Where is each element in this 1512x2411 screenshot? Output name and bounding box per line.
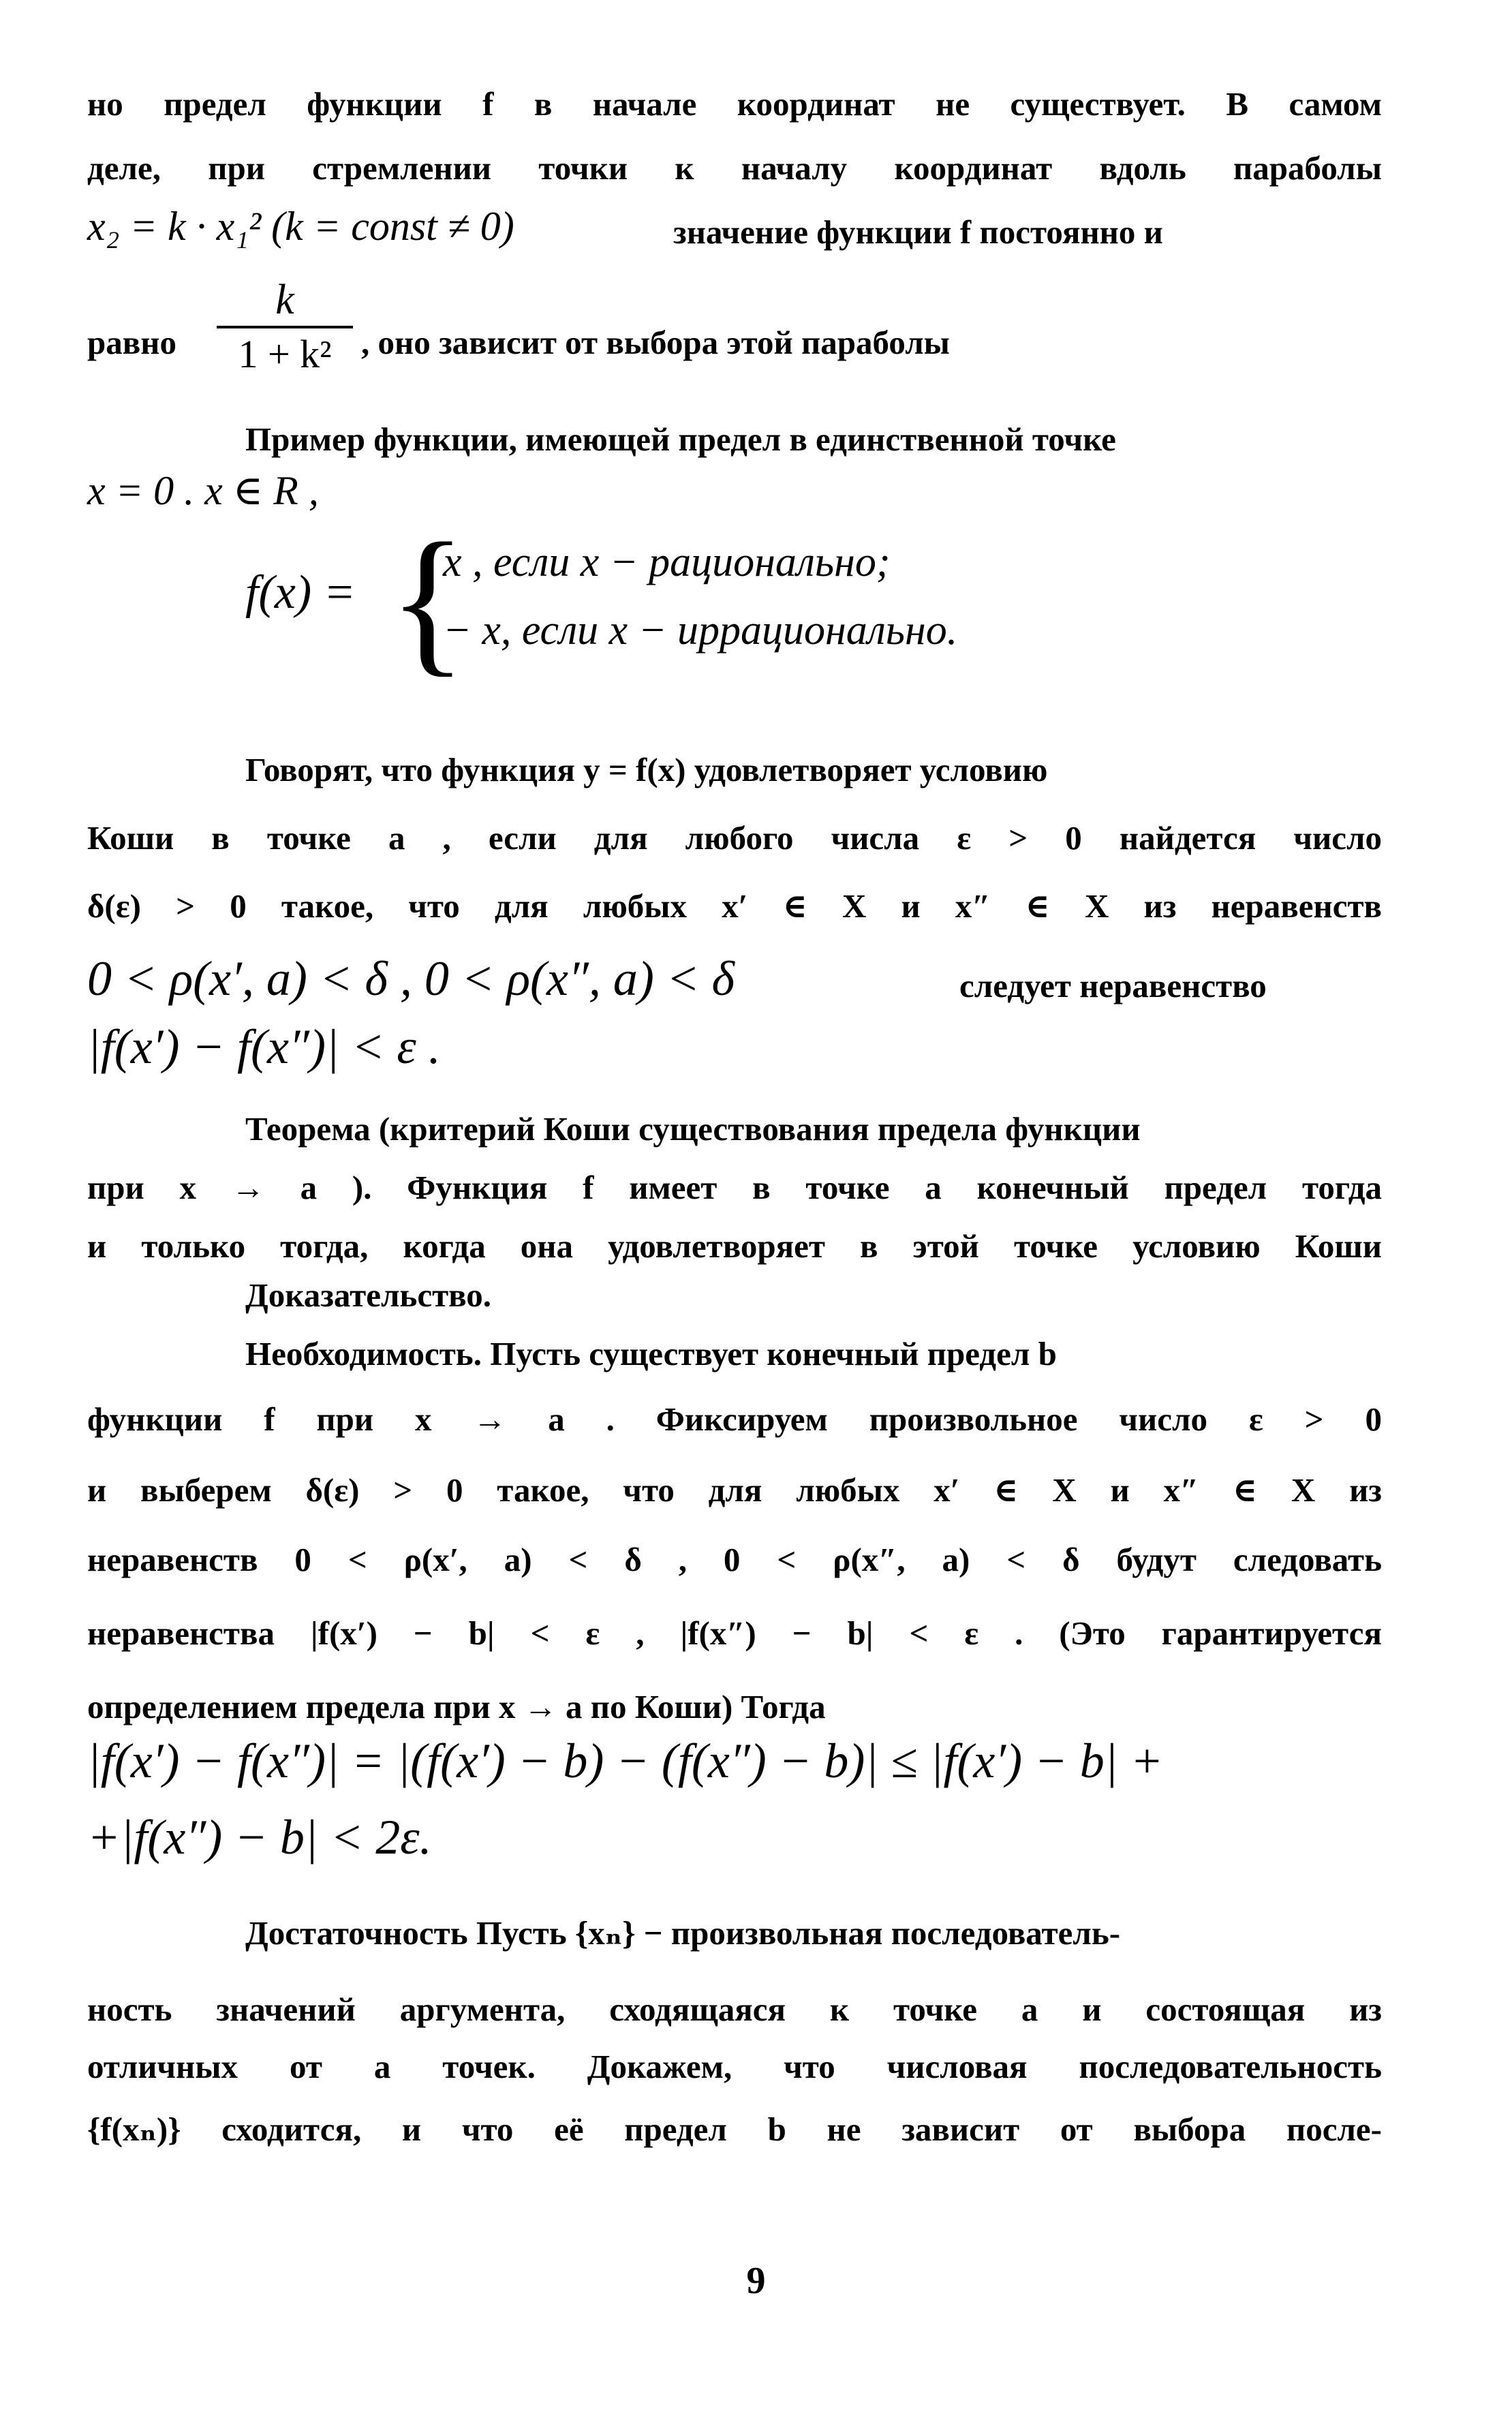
piecewise-case-rational: x , если x − рационально;: [443, 539, 891, 585]
text-line-5-tail: функции, имеющей предел в единственной точке: [373, 420, 1116, 458]
text-line-20: неравенств 0 < ρ(x′, a) < δ , 0 < ρ(x″, a) < δ будут следовать: [87, 1541, 1382, 1578]
text-line-15: и только тогда, когда она удовлетворяет в этой точке условию Коши: [87, 1227, 1382, 1265]
formula-triangle-inequality: |f(x′) − f(x″)| = |(f(x′) − b) − (f(x″) − b)| ≤ |f(x′) − b| +: [87, 1734, 1164, 1788]
text-line-11: [87, 951, 1382, 1006]
text-line-23: [87, 1734, 1382, 1788]
piecewise-brace: {: [388, 509, 467, 690]
text-line-25: Достаточность Пусть {xₙ} − произвольная последователь-: [245, 1914, 1121, 1952]
text-line-2: деле, при стремлении точки к началу координат вдоль параболы: [87, 149, 1382, 187]
piecewise-lhs: f(x) =: [245, 566, 356, 619]
text-line-4-prefix: равно: [87, 324, 176, 361]
formula-rho-inequalities: 0 < ρ(x′, a) < δ , 0 < ρ(x″, a) < δ: [87, 951, 735, 1006]
formula-cauchy-condition: |f(x′) − f(x″)| < ε .: [87, 1019, 441, 1074]
piecewise-definition: [245, 509, 1199, 690]
text-line-3-tail: значение функции f постоянно и: [673, 213, 1163, 251]
heading-proof: Доказательство.: [245, 1276, 492, 1314]
text-line-1: но предел функции f в начале координат не существует. В самом: [87, 85, 1382, 123]
text-line-21: неравенства |f(x′) − b| < ε , |f(x″) − b| < ε . (Это гарантируется: [87, 1614, 1382, 1652]
fraction-bar: [217, 326, 353, 328]
text-line-13-tail: (критерий Коши существования предела функции: [378, 1110, 1141, 1148]
term-example: Пример: [245, 420, 365, 458]
text-line-24: [87, 1810, 1382, 1864]
text-line-10: δ(ε) > 0 такое, что для любых x′ ∈ X и x″ ∈ X из неравенств: [87, 887, 1382, 925]
formula-parabola: x₂ = k · x₁² (k = const ≠ 0): [87, 204, 514, 249]
text-line-22: определением предела при x → a по Коши) Тогда: [87, 1688, 826, 1725]
text-line-5: [245, 420, 1382, 458]
term-theorem: Теорема: [245, 1110, 371, 1148]
text-line-11-tail: следует неравенство: [959, 967, 1267, 1004]
text-line-27: отличных от a точек. Докажем, что числовая последовательность: [87, 2048, 1382, 2085]
text-line-17: Необходимость. Пусть существует конечный предел b: [245, 1335, 1057, 1372]
text-line-4-suffix: , оно зависит от выбора этой параболы: [361, 324, 950, 361]
text-line-28: {f(xₙ)} сходится, и что её предел b не зависит от выбора после-: [87, 2110, 1382, 2148]
piecewise-case-irrational: − x, если x − иррационально.: [443, 607, 958, 654]
fraction-k-over-1-plus-k2: [217, 276, 353, 377]
formula-x-zero: x = 0 . x ∈ R ,: [87, 468, 319, 513]
page-number: 9: [746, 2260, 766, 2302]
fraction-denominator: 1 + k²: [238, 332, 332, 376]
text-line-12: [87, 1019, 1382, 1074]
text-line-13: [245, 1112, 1382, 1146]
text-line-26: ность значений аргумента, сходящаяся к точке a и состоящая из: [87, 1991, 1382, 2028]
formula-less-than-two-eps: +|f(x″) − b| < 2ε.: [87, 1810, 432, 1864]
text-line-9: Коши в точке a , если для любого числа ε > 0 найдется число: [87, 819, 1382, 857]
text-line-18: функции f при x → a . Фиксируем произвольное число ε > 0: [87, 1400, 1382, 1438]
text-line-3: [87, 204, 1382, 251]
text-line-6: [87, 470, 1382, 511]
text-line-8: Говорят, что функция y = f(x) удовлетворяет условию: [245, 751, 1048, 788]
text-line-14: при x → a ). Функция f имеет в точке a конечный предел тогда: [87, 1169, 1382, 1206]
text-line-19: и выберем δ(ε) > 0 такое, что для любых x′ ∈ X и x″ ∈ X из: [87, 1471, 1382, 1509]
fraction-numerator: k: [275, 277, 294, 323]
